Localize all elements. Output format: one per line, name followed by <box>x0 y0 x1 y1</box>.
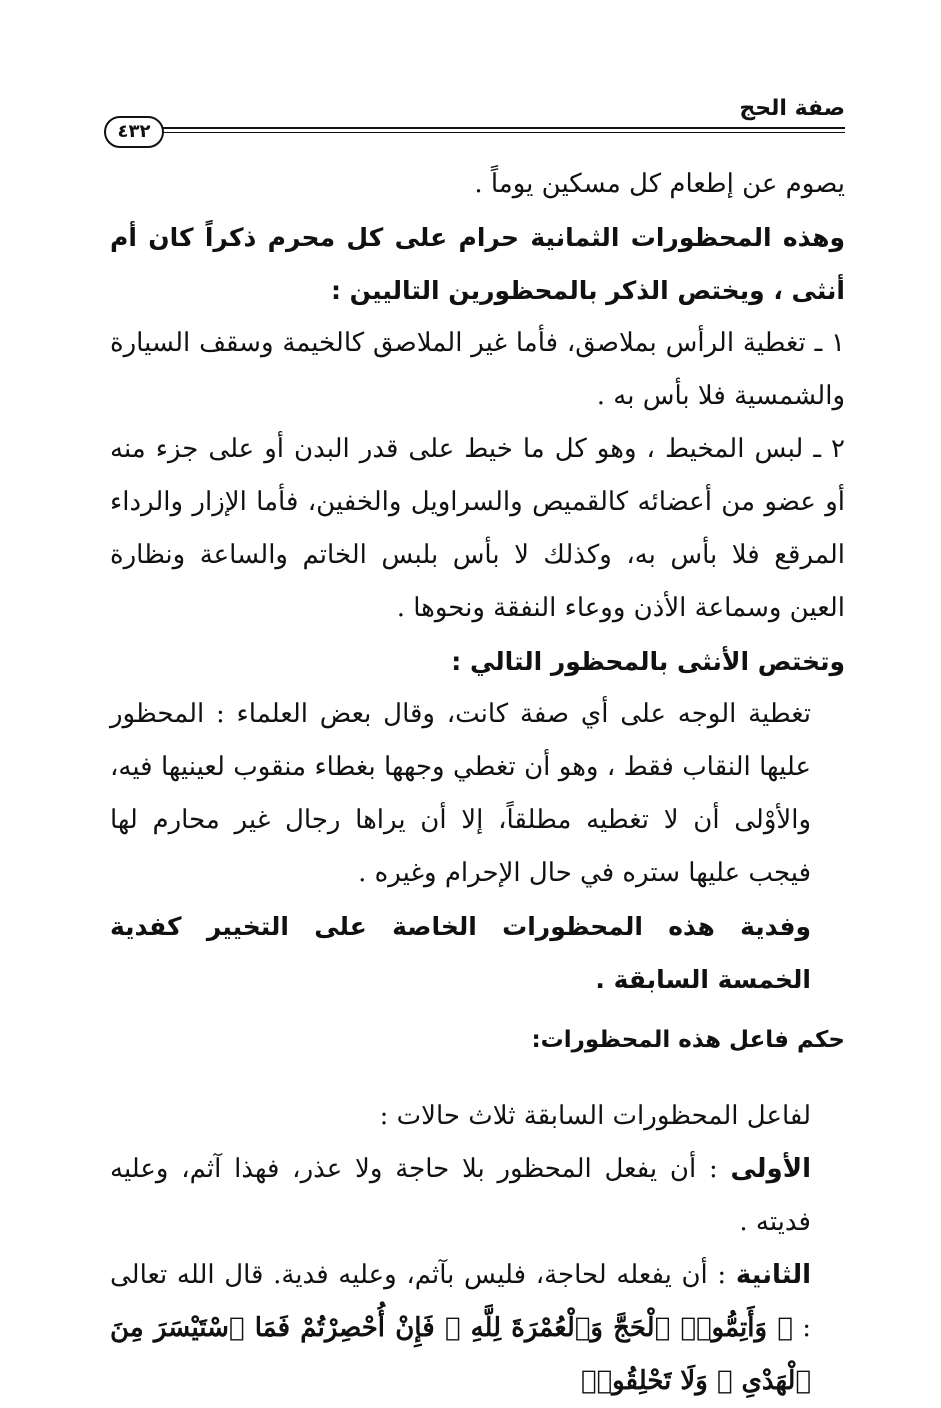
quran-verse: ﴿ وَأَتِمُّوا۟ ٱلْحَجَّ وَٱلْعُمْرَةَ لِلَّهِ ۚ فَإِنْ أُحْصِرْتُمْ فَمَا ٱسْتَيْسَرَ مِنَ ٱلْهَدْىِ ۖ وَلَا تَحْلِقُوا۟ <box>110 1313 811 1396</box>
paragraph-face-covering: تغطية الوجه على أي صفة كانت، وقال بعض العلماء : المحظور عليها النقاب فقط ، وهو أن تغطي وجهها بغطاء منقوب لعينيها فيه، والأوْلى أن لا تغطيه مطلقاً، إلا أن يراها رجال غير محارم لها فيجب عليها ستره في حال الإحرام وغيره . <box>110 699 811 888</box>
section-heading: حكم فاعل هذه المحظورات: <box>531 1027 845 1053</box>
header-rule-thin <box>150 132 845 133</box>
body-text <box>110 158 845 1408</box>
paragraph-female-prohibition: وتختص الأنثى بالمحظور التالي : <box>451 647 845 676</box>
paragraph-fast-feeding: يصوم عن إطعام كل مسكين يوماً . <box>474 169 845 199</box>
paragraph-expiation: وفدية هذه المحظورات الخاصة على التخيير كفدية الخمسة السابقة . <box>110 912 811 994</box>
paragraph-case-one <box>110 1143 845 1249</box>
paragraph-sewn-clothing: ٢ ـ لبس المخيط ، وهو كل ما خيط على قدر البدن أو على جزء منه أو عضو من أعضائه كالقميص والسراويل والخفين، فأما الإزار والرداء المرقع فلا بأس به، وكذلك لا بأس بلبس الخاتم والساعة ونظارة العين وسماعة الأذن ووعاء النفقة ونحوها . <box>110 434 845 623</box>
case-one-text: : أن يفعل المحظور بلا حاجة ولا عذر، فهذا آثم، وعليه فديته . <box>110 1154 811 1237</box>
case-one-label: الأولى <box>730 1154 811 1184</box>
page-number: ٤٣٢ <box>104 116 164 148</box>
case-two-text: : أن يفعله لحاجة، فليس بآثم، وعليه فدية. قال الله تعالى : <box>110 1260 812 1343</box>
paragraph-eight-prohibitions: وهذه المحظورات الثمانية حرام على كل محرم ذكراً كان أم أنثى ، ويختص الذكر بالمحظورين التاليين : <box>110 223 845 305</box>
header-rule <box>150 127 845 129</box>
paragraph-case-two <box>110 1249 845 1408</box>
running-title: صفة الحج <box>739 96 845 121</box>
paragraph-head-covering: ١ ـ تغطية الرأس بملاصق، فأما غير الملاصق كالخيمة وسقف السيارة والشمسية فلا بأس به . <box>110 328 845 411</box>
paragraph-three-cases: لفاعل المحظورات السابقة ثلاث حالات : <box>379 1101 811 1131</box>
case-two-label: الثانية <box>735 1260 812 1290</box>
